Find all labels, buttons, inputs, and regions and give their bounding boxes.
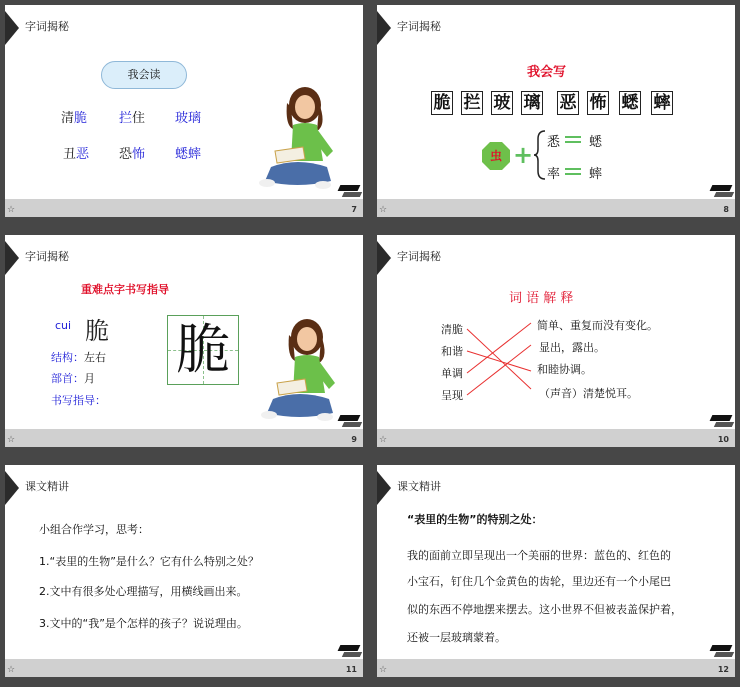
char-box: 蟀: [651, 91, 673, 115]
char-box: 怖: [587, 91, 609, 115]
guide-label: 书写指导：: [51, 394, 106, 407]
header-marker: [377, 11, 391, 45]
page-number: 7: [351, 205, 357, 214]
task-question: 3.文中的“我”是个怎样的孩子？说说理由。: [39, 617, 248, 630]
header-marker: [5, 241, 19, 275]
slide-8[interactable]: [377, 5, 735, 217]
char-box: 璃: [521, 91, 543, 115]
paragraph-line: 我的面前立即呈现出一个美丽的世界：蓝色的、红色的: [407, 549, 671, 562]
slide-header: 课文精讲: [397, 480, 441, 493]
star-icon: ☆: [379, 665, 388, 675]
header-marker: [5, 471, 19, 505]
word-part: 脆: [74, 111, 88, 126]
slide-header: 字词揭秘: [397, 20, 441, 33]
girl-reading-image: [259, 315, 343, 427]
pinyin: cui: [55, 319, 72, 332]
equals-sign: [565, 168, 581, 175]
corner-decoration: [714, 652, 734, 657]
slide-12[interactable]: [377, 465, 735, 677]
header-marker: [377, 471, 391, 505]
paragraph-line: 还被一层玻璃蒙着。: [407, 631, 506, 644]
task-question: 1.“表里的生物”是什么？它有什么特别之处？: [39, 555, 259, 568]
char-large: 脆: [176, 318, 230, 381]
word-kongbu: [119, 143, 145, 162]
char-box: 脆: [431, 91, 453, 115]
slide-11[interactable]: [5, 465, 363, 677]
definition: 显出，露出。: [539, 341, 605, 354]
structure-row: [51, 349, 106, 365]
slide-footer: [377, 659, 735, 677]
page-number: 9: [351, 435, 357, 444]
word-qingcui: [61, 107, 87, 126]
corner-decoration: [710, 185, 733, 191]
structure-value: 左右: [84, 351, 106, 364]
radical-char: 虫: [489, 149, 502, 163]
page-number: 8: [723, 205, 729, 214]
part-xi: 悉: [547, 135, 561, 150]
char-box: 拦: [461, 91, 483, 115]
word-boli: 玻璃: [175, 111, 202, 126]
slide-footer: [5, 659, 363, 677]
corner-decoration: [714, 192, 734, 197]
char-box: 玻: [491, 91, 513, 115]
definition: （声音）清楚悦耳。: [539, 387, 638, 400]
corner-decoration: [342, 192, 362, 197]
matching-lines: [465, 315, 535, 399]
char-box: 蟋: [619, 91, 641, 115]
definition: 简单、重复而没有变化。: [537, 319, 658, 332]
result-xi: 蟋: [589, 135, 603, 150]
term-left: 呈现: [441, 389, 463, 402]
star-icon: ☆: [7, 205, 16, 215]
slide-title: “表里的生物”的特别之处：: [407, 513, 543, 526]
header-marker: [377, 241, 391, 275]
word-part: 恶: [76, 147, 90, 162]
char-small: 脆: [85, 317, 109, 345]
star-icon: ☆: [7, 435, 16, 445]
corner-decoration: [710, 645, 733, 651]
corner-decoration: [338, 185, 361, 191]
star-icon: ☆: [379, 435, 388, 445]
word-part: 拦: [119, 111, 133, 126]
term-left: 清脆: [441, 323, 463, 336]
radical-value: 月: [84, 372, 95, 385]
slide-header: 字词揭秘: [25, 20, 69, 33]
corner-decoration: [714, 422, 734, 427]
char-box: 恶: [557, 91, 579, 115]
paragraph-line: 小宝石，钉住几个金黄色的齿轮，里边还有一个小尾巴: [407, 575, 671, 588]
slide-footer: [377, 429, 735, 447]
word-part: 恐: [119, 147, 133, 162]
word-xishuai: 蟋蟀: [175, 147, 202, 162]
slide-9[interactable]: [5, 235, 363, 447]
word-chou-e: [63, 143, 89, 162]
task-intro: 小组合作学习，思考：: [39, 523, 149, 536]
radical-row: [51, 370, 95, 386]
corner-decoration: [710, 415, 733, 421]
slide-footer: [377, 199, 735, 217]
star-icon: ☆: [7, 665, 16, 675]
slide-10[interactable]: [377, 235, 735, 447]
word-part: 怖: [132, 147, 146, 162]
definition: 和睦协调。: [537, 363, 592, 376]
slide-footer: [5, 429, 363, 447]
term-left: 和谐: [441, 345, 463, 358]
term-left: 单调: [441, 367, 463, 380]
tian-grid: [167, 315, 239, 385]
paragraph-line: 似的东西不停地摆来摆去。这小世界不但被表盖保护着，: [407, 603, 682, 616]
slide-header: 课文精讲: [25, 480, 69, 493]
corner-decoration: [338, 645, 361, 651]
word-part: 住: [132, 111, 146, 126]
slide-header: 字词揭秘: [25, 250, 69, 263]
page-number: 12: [717, 665, 729, 674]
header-marker: [5, 11, 19, 45]
slide-7[interactable]: [5, 5, 363, 217]
corner-decoration: [338, 415, 361, 421]
task-question: 2.文中有很多处心理描写，用横线画出来。: [39, 585, 248, 598]
equals-sign: [565, 136, 581, 143]
corner-decoration: [342, 652, 362, 657]
star-icon: ☆: [379, 205, 388, 215]
brace-icon: [533, 129, 547, 181]
part-lv: 率: [547, 167, 561, 182]
corner-decoration: [342, 422, 362, 427]
cloud-label: 我会读: [101, 61, 187, 89]
girl-reading-image: [257, 83, 341, 195]
slide-footer: [5, 199, 363, 217]
slide-title: 重难点字书写指导: [81, 283, 169, 296]
structure-label: 结构：: [51, 351, 84, 364]
page-number: 10: [717, 435, 729, 444]
word-lanzhu: [119, 107, 145, 126]
plus-sign: +: [513, 141, 534, 169]
result-shuai: 蟀: [589, 167, 603, 182]
word-part: 丑: [63, 147, 77, 162]
page-number: 11: [345, 665, 357, 674]
word-part: 清: [61, 111, 75, 126]
slide-header: 字词揭秘: [397, 250, 441, 263]
slide-title: 词 语 解 释: [509, 291, 574, 306]
slide-title: 我会写: [527, 65, 567, 80]
radical-label: 部首：: [51, 372, 84, 385]
